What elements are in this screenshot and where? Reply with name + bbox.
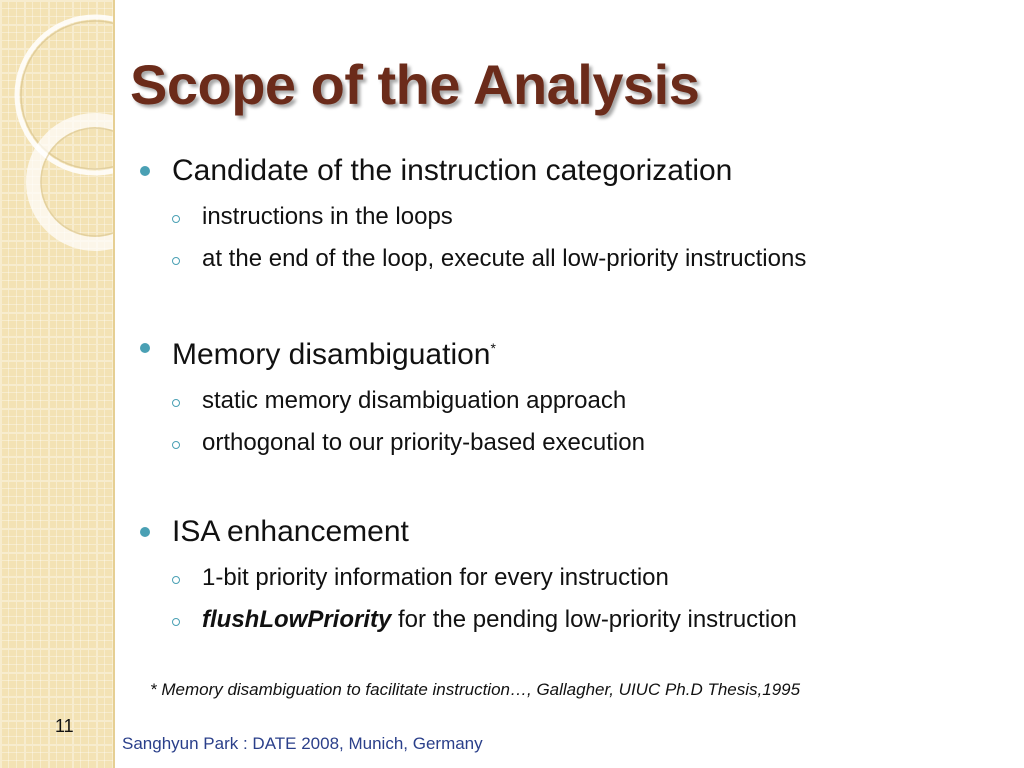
sub-bullet-ring-icon — [172, 441, 180, 449]
footnote-marker: * — [490, 340, 496, 356]
bullet-list — [140, 150, 1000, 641]
sub-bullet-item — [172, 557, 1000, 599]
sub-bullet-list — [172, 196, 1000, 280]
sub-bullet-ring-icon — [172, 399, 180, 407]
bullet-text: Memory disambiguation — [172, 338, 491, 371]
sub-bullet-item — [172, 238, 1000, 280]
sub-bullet-text: for the pending low-priority instruction — [391, 606, 797, 633]
decorative-sidebar — [0, 0, 115, 768]
bullet-dot-icon — [140, 343, 150, 353]
sub-bullet-ring-icon — [172, 618, 180, 626]
sub-bullet-list — [172, 380, 1000, 464]
sub-bullet-text: 1-bit priority information for every instruction — [202, 564, 669, 591]
sub-bullet-ring-icon — [172, 576, 180, 584]
bullet-dot-icon — [140, 166, 150, 176]
sub-bullet-text: static memory disambiguation approach — [202, 387, 627, 414]
sub-bullet-item — [172, 422, 1000, 464]
slide-title: Scope of the Analysis — [130, 53, 700, 116]
sub-bullet-text: orthogonal to our priority-based execution — [202, 429, 645, 456]
bullet-dot-icon — [140, 527, 150, 537]
sub-bullet-item — [172, 599, 1000, 641]
sub-bullet-item — [172, 196, 1000, 238]
bullet-item — [140, 511, 1000, 641]
bullet-item — [140, 327, 1000, 464]
footer-text: Sanghyun Park : DATE 2008, Munich, Germany — [122, 734, 483, 753]
sub-bullet-ring-icon — [172, 215, 180, 223]
sub-bullet-item — [172, 380, 1000, 422]
command-name: flushLowPriority — [202, 606, 392, 633]
slide-number: 11 — [55, 716, 74, 736]
decorative-circles — [0, 0, 113, 768]
bullet-text: Candidate of the instruction categorization — [172, 154, 733, 187]
footnote: * Memory disambiguation to facilitate instruction…, Gallagher, UIUC Ph.D Thesis,1995 — [150, 680, 801, 699]
sub-bullet-list — [172, 557, 1000, 641]
bullet-text: ISA enhancement — [172, 515, 409, 548]
bullet-item — [140, 150, 1000, 280]
sub-bullet-text: instructions in the loops — [202, 203, 453, 230]
sub-bullet-ring-icon — [172, 257, 180, 265]
sub-bullet-text: at the end of the loop, execute all low-priority instructions — [202, 245, 807, 272]
